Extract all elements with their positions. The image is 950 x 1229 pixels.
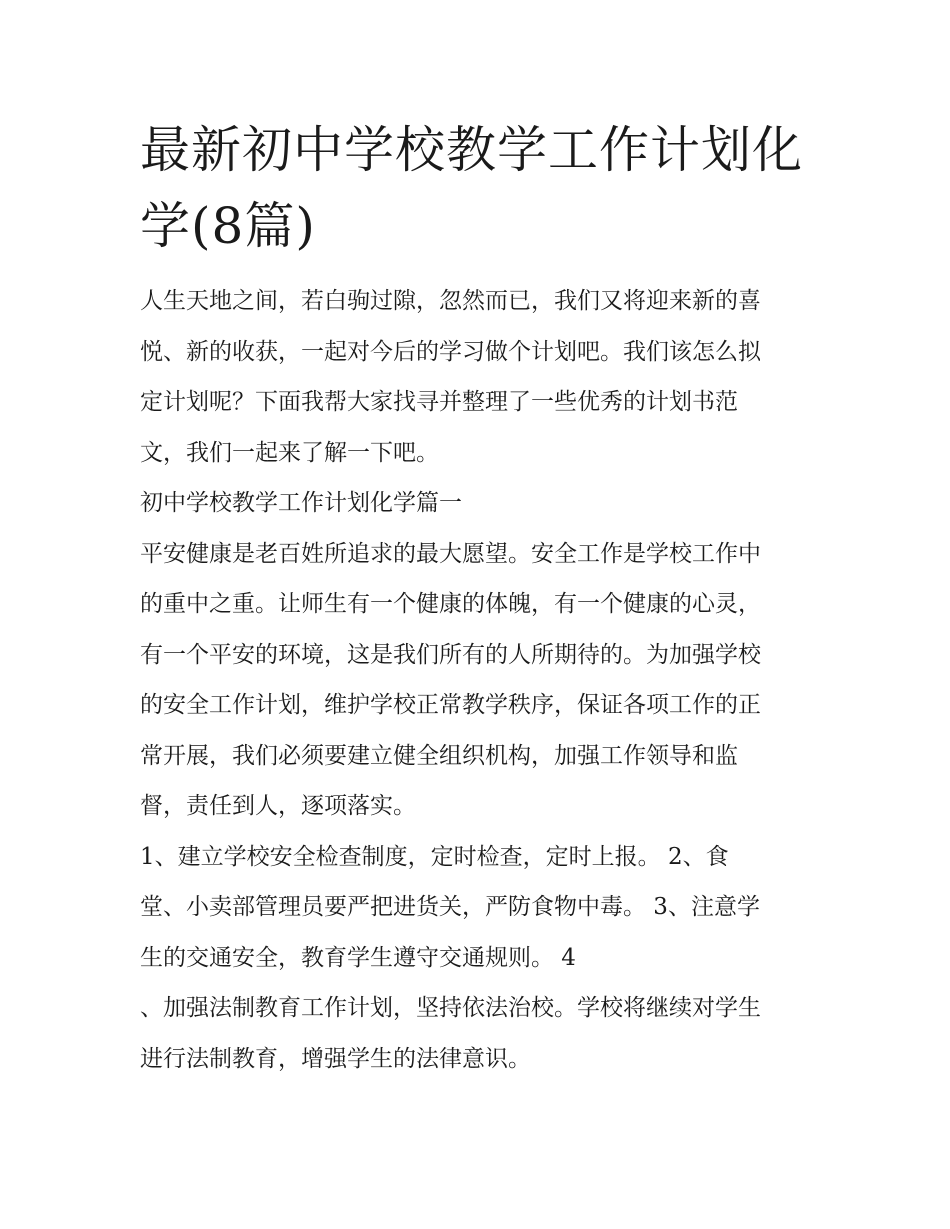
section-heading: 初中学校教学工作计划化学篇一: [140, 490, 462, 516]
body-line: 督，责任到人，逐项落实。: [140, 793, 416, 819]
body-line: 常开展，我们必须要建立健全组织机构，加强工作领导和监: [140, 742, 738, 769]
title-line-2: 学(8篇): [140, 197, 316, 255]
body-line: 有一个平安的环境，这是我们所有的人所期待的。为加强学校: [140, 641, 761, 668]
body-line: 文，我们一起来了解一下吧。: [140, 439, 439, 466]
body-line: 生的交通安全，教育学生遵守交通规则。 4: [140, 944, 576, 971]
title-line-1: 最新初中学校教学工作计划化: [140, 121, 803, 179]
body-line: 平安健康是老百姓所追求的最大愿望。安全工作是学校工作中: [140, 540, 761, 567]
body-line: 进行法制教育，增强学生的法律意识。: [140, 1045, 531, 1072]
document-page: [140, 112, 820, 1084]
body-line: 人生天地之间，若白驹过隙，忽然而已，我们又将迎来新的喜: [140, 288, 761, 314]
body-line: 、加强法制教育工作计划，坚持依法治校。学校将继续对学生: [140, 995, 761, 1021]
body-line: 的安全工作计划，维护学校正常教学秩序，保证各项工作的正: [140, 692, 761, 718]
body-line: 的重中之重。让师生有一个健康的体魄，有一个健康的心灵，: [140, 591, 761, 617]
document-body: [140, 276, 820, 1084]
body-line: 堂、小卖部管理员要严把进货关，严防食物中毒。 3、注意学: [140, 894, 760, 920]
body-line: 定计划呢？下面我帮大家找寻并整理了一些优秀的计划书范: [140, 389, 738, 415]
body-line: 1、建立学校安全检查制度，定时检查，定时上报。 2、食: [140, 843, 729, 870]
document-title: [140, 112, 820, 264]
body-line: 悦、新的收获，一起对今后的学习做个计划吧。我们该怎么拟: [140, 338, 761, 365]
